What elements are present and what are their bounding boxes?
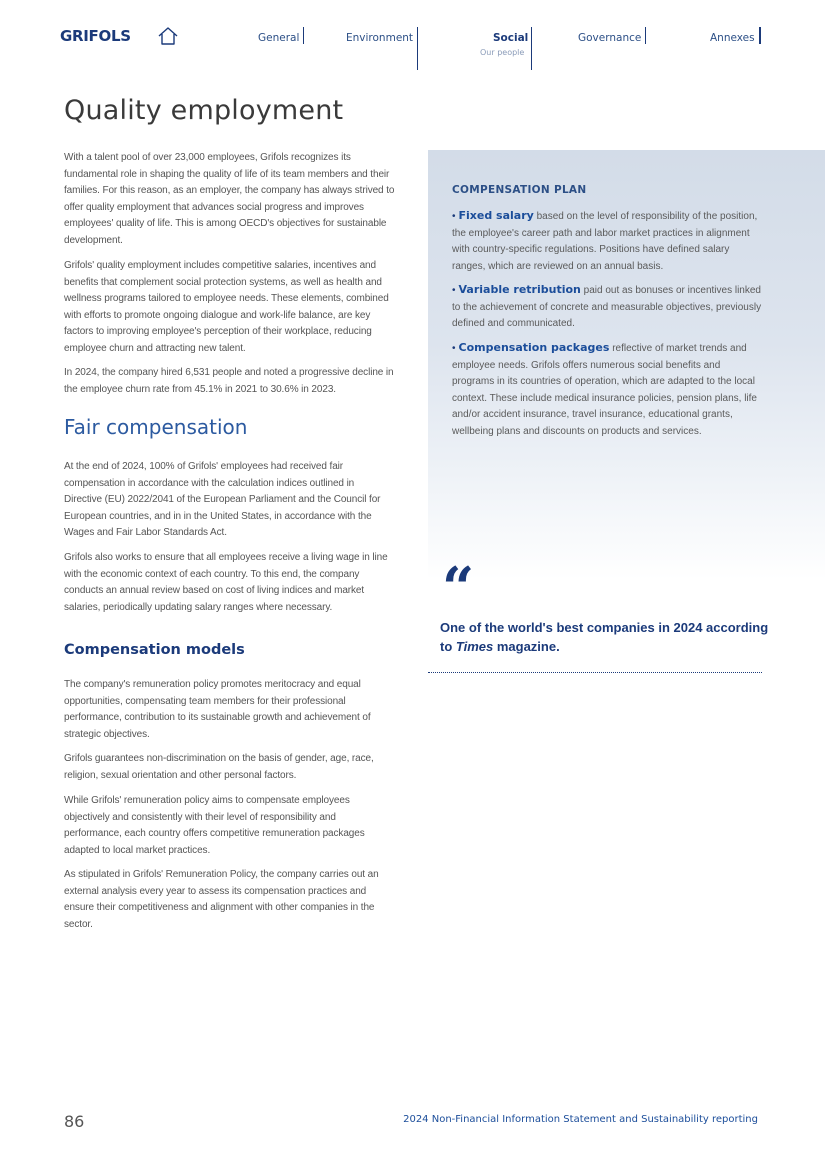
- subsection-heading: Compensation models: [64, 642, 245, 658]
- quote-text-end: magazine.: [493, 639, 560, 654]
- nav-divider: [303, 27, 304, 44]
- fair-paragraph: At the end of 2024, 100% of Grifols' employees had received fair compensation in accordance with the calculation indices outlined in Directive (EU) 2022/2041 of the European Parliament and the Council for European countries, and in in the United States, in accordance with the Wages and Fair Labor Standards Act.: [64, 461, 381, 539]
- bullet-lead: Compensation packages: [458, 341, 610, 354]
- panel-bullet: [452, 340, 764, 441]
- models-paragraph: While Grifols' remuneration policy aims to compensate employees objectively and consistently with their level of responsibility and performance, each country offers competitive remuneration packages adapted to local market practices.: [64, 795, 365, 856]
- page-title: Quality employment: [64, 95, 344, 126]
- bullet-text: reflective of market trends and employee needs. Grifols offers numerous social benefits and programs in its countries of operation, which are adapted to the local context. These include medical insurance policies, pension plans, life and/or accident insurance, travel insurance, educational grants, wellbeing plans and discounts on products and services.: [452, 343, 757, 437]
- panel-title: COMPENSATION PLAN: [452, 184, 587, 196]
- models-paragraph: Grifols guarantees non-discrimination on the basis of gender, age, race, religion, sexual orientation and other personal factors.: [64, 753, 374, 781]
- quote-divider: [428, 672, 762, 673]
- models-paragraph: The company's remuneration policy promotes meritocracy and equal opportunities, compensating team members for their professional performance, contribution to its sustainable growth and achievement of strategic objectives.: [64, 679, 371, 740]
- nav-annexes[interactable]: Annexes: [710, 32, 755, 44]
- bullet-dot: •: [452, 343, 456, 354]
- bullet-text: based on the level of responsibility of the position, the employee's career path and labor market practices in alignment with country-specific regulations. Positions have defined salary ranges, which are reviewed on an annual basis.: [452, 211, 758, 272]
- bullet-lead: Variable retribution: [458, 283, 581, 296]
- home-icon[interactable]: [157, 25, 179, 47]
- quote-mark-icon: “: [442, 555, 475, 621]
- page-number: 86: [64, 1112, 85, 1131]
- bullet-dot: •: [452, 285, 456, 296]
- intro-paragraph: In 2024, the company hired 6,531 people and noted a progressive decline in the employee churn rate from 45.1% in 2021 to 30.6% in 2023.: [64, 367, 394, 395]
- models-paragraph: As stipulated in Grifols' Remuneration Policy, the company carries out an external analysis every year to assess its compensation practices and ensure their competitiveness and alignment with other companies in the sector.: [64, 869, 379, 930]
- nav-social-subtitle[interactable]: Our people: [480, 48, 525, 57]
- nav-governance[interactable]: Governance: [578, 32, 642, 44]
- intro-paragraph: With a talent pool of over 23,000 employees, Grifols recognizes its fundamental role in shaping the quality of life of its team members and their families. For this reason, as an employer, the company has always strived to offer quality employment that advances social progress and improves employees' quality of life. This is among OECD's objectives for sustainable development.: [64, 152, 395, 246]
- quote-emphasis: Times: [455, 639, 494, 654]
- bullet-lead: Fixed salary: [458, 209, 534, 222]
- grifols-logo[interactable]: GRIFOLS: [60, 27, 131, 45]
- nav-divider: [645, 27, 646, 44]
- nav-environment[interactable]: Environment: [346, 32, 414, 44]
- nav-divider: [417, 27, 418, 70]
- quote-text: One of the world's best companies in 2024 according to: [440, 620, 769, 654]
- nav-divider: [531, 27, 532, 70]
- nav-general[interactable]: General: [258, 32, 300, 44]
- panel-bullet: [452, 208, 764, 275]
- nav-social[interactable]: Social: [493, 32, 529, 44]
- bullet-text: paid out as bonuses or incentives linked to the achievement of concrete and measurable objectives, previously defined and communicated.: [452, 285, 762, 330]
- panel-bullet: [452, 282, 764, 333]
- highlight-quote: [440, 618, 780, 656]
- section-heading: Fair compensation: [64, 415, 248, 439]
- intro-paragraph: Grifols' quality employment includes competitive salaries, incentives and benefits that complement social protection systems, as well as health and wellness programs tailored to employee needs. These elements, combined with efforts to promote ongoing dialogue and work-life balance, are key factors to improving employee's perception of their workplace, reducing employee churn and attracting new talent.: [64, 260, 389, 354]
- nav-divider: [759, 27, 761, 44]
- fair-paragraph: Grifols also works to ensure that all employees receive a living wage in line with the economic context of each country. To this end, the company conducts an annual review based on cost of living indices and market salaries, periodically updating salary ranges where necessary.: [64, 552, 388, 613]
- bullet-dot: •: [452, 211, 456, 222]
- footer-report-title: 2024 Non-Financial Information Statement and Sustainability reporting: [403, 1114, 758, 1125]
